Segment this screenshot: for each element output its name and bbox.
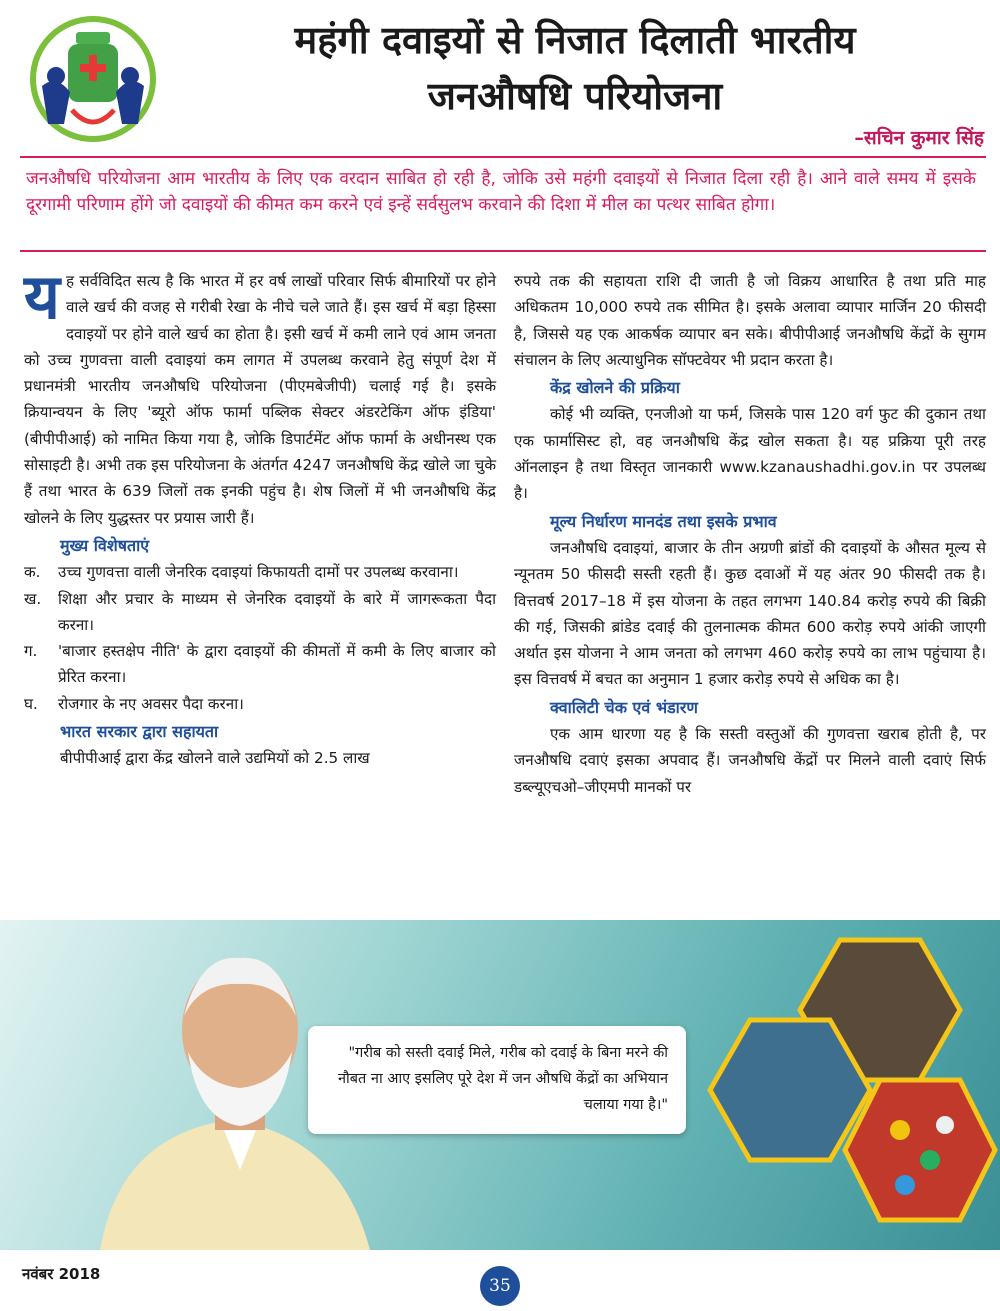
- left-column: [24, 260, 496, 772]
- support-heading: भारत सरकार द्वारा सहायता: [60, 722, 219, 742]
- opening-text: ह सर्वविदित सत्य है कि भारत में हर वर्ष लाखों परिवार सिर्फ बीमारियों पर होने वाले खर्च की वजह से गरीबी रेखा के नीचे चले जाते हैं। इस खर्च में बड़ा हिस्सा दवाइयों पर होने वाले खर्च का होता है। इसी खर्च में कमी लाने एवं आम जनता को उच्च गुणवत्ता वाली दवाइयां कम लागत में उपलब्ध करवाने हेतु संपूर्ण देश में प्रधानमंत्री भारतीय जनऔषधि परियोजना (पीएमबेजीपी) चलाई गई है। इसके क्रियान्वयन के लिए 'ब्यूरो ऑफ फार्मा पब्लिक सेक्टर अंडरटेकिंग ऑफ इंडिया' (बीपीपीआई) को नामित किया गया है, जोकि डिपार्टमेंट ऑफ फार्मा के अधीनस्थ एक सोसाइटी है। अभी तक इस परियोजना के अंतर्गत 4247 जनऔषधि केंद्र खोले जा चुके हैं तथा भारत के 639 जिलों तक इनकी पहुंच है। शेष जिलों में भी जनऔषधि केंद्र खोलने के लिए युद्धस्तर पर प्रयास जारी हैं।: [24, 272, 496, 527]
- pm-quote: "गरीब को सस्ती दवाई मिले, गरीब को दवाई के बिना मरने की नौबत ना आए इसलिए पूरे देश में जन औषधि केंद्रों का अभियान चलाया गया है।": [337, 1045, 668, 1113]
- features-heading: मुख्य विशेषताएं: [60, 535, 150, 555]
- list-item: [24, 559, 496, 585]
- pricing-heading: मूल्य निर्धारण मानदंड तथा इसके प्रभाव: [550, 511, 777, 531]
- page-number: 35: [480, 1266, 520, 1306]
- process-heading: केंद्र खोलने की प्रक्रिया: [550, 378, 680, 398]
- list-text: शिक्षा और प्रचार के माध्यम से जेनरिक दवाइयों के बारे में जागरूकता पैदा करना।: [58, 589, 496, 634]
- right-column: [514, 268, 986, 800]
- list-marker: ग.: [24, 642, 38, 661]
- intro-bottom-rule: [20, 250, 986, 252]
- list-marker: ख.: [24, 589, 42, 608]
- list-item: [24, 638, 496, 691]
- process-paragraph: कोई भी व्यक्ति, एनजीओ या फर्म, जिसके पास 120 वर्ग फुट की दुकान तथा एक फार्मासिस्ट हो, वह जनऔषधि केंद्र खोल सकता है। यह प्रक्रिया पूरी तरह ऑनलाइन है तथा विस्तृत जानकारी www.kzanaushadhi.gov.in पर उपलब्ध है।: [514, 405, 986, 503]
- list-text: उच्च गुणवत्ता वाली जेनरिक दवाइयां किफायती दामों पर उपलब्ध करवाना।: [58, 563, 459, 582]
- quality-heading: क्वालिटी चेक एवं भंडारण: [550, 697, 698, 717]
- article-title: [175, 12, 975, 124]
- quote-banner: [0, 920, 1000, 1250]
- intro-paragraph: जनऔषधि परियोजना आम भारतीय के लिए एक वरदान साबित हो रही है, जोकि उसे महंगी दवाइयों से निजात दिला रही है। आने वाले समय में इसके दूरगामी परिणाम होंगे जो दवाइयों की कीमत कम करने एवं इन्हें सर्वसुलभ करवाने की दिशा में मील का पत्थर साबित होगा।: [26, 169, 976, 215]
- list-item: [24, 586, 496, 639]
- title-line-2: जनऔषधि परियोजना: [427, 74, 723, 118]
- list-text: 'बाजार हस्तक्षेप नीति' के द्वारा दवाइयों की कीमतों में कमी के लिए बाजार को प्रेरित करना।: [58, 642, 496, 687]
- list-item: [24, 691, 496, 717]
- list-marker: घ.: [24, 694, 38, 713]
- pricing-paragraph: जनऔषधि दवाइयां, बाजार के तीन अग्रणी ब्रांडों की दवाइयों के औसत मूल्य से न्यूनतम 50 फीसदी सस्ती रहती हैं। कुछ दवाओं में यह अंतर 90 फीसदी तक है। वित्तवर्ष 2017–18 में इस योजना के तहत लगभग 140.84 करोड़ रुपये की बिक्री की गई, जिसकी ब्रांडेड दवाई की तुलनात्मक कीमत 600 करोड़ रुपये आंकी जाएगी अर्थात इस योजना ने आम जनता को लगभग 460 करोड़ रुपये का लाभ पहुंचाया है। इस वित्तवर्ष में बचत का अनुमान 1 हजार करोड़ रुपये से अधिक का है।: [514, 538, 986, 689]
- jan-aushadhi-logo: [28, 14, 158, 144]
- opening-paragraph: [24, 260, 496, 531]
- drop-cap: य: [24, 260, 60, 333]
- list-marker: क.: [24, 563, 41, 582]
- issue-date: नवंबर 2018: [22, 1265, 101, 1283]
- support-paragraph: बीपीपीआई द्वारा केंद्र खोलने वाले उद्यमियों को 2.5 लाख: [60, 749, 370, 768]
- intro-top-rule: [20, 156, 986, 158]
- list-text: रोजगार के नए अवसर पैदा करना।: [58, 694, 244, 713]
- author-byline: –सचिन कुमार सिंह: [854, 127, 984, 149]
- title-line-1: महंगी दवाइयों से निजात दिलाती भारतीय: [294, 18, 856, 62]
- quote-box: [308, 1026, 686, 1134]
- support-continued-paragraph: रुपये तक की सहायता राशि दी जाती है जो विक्रय आधारित है तथा प्रति माह अधिकतम 10,000 रुपये तक सीमित है। इसके अलावा व्यापार मार्जिन 20 फीसदी है, जिससे यह एक आकर्षक व्यापार बन सके। बीपीपीआई जनऔषधि केंद्रों के सुगम संचालन के लिए अत्याधुनिक सॉफ्टवेयर भी प्रदान करता है।: [514, 272, 986, 369]
- quality-paragraph: एक आम धारणा यह है कि सस्ती वस्तुओं की गुणवत्ता खराब होती है, पर जनऔषधि दवाएं इसका अपवाद हैं। जनऔषधि केंद्रों पर मिलने वाली दवाएं सिर्फ डब्ल्यूएचओ–जीएमपी मानकों पर: [514, 725, 986, 796]
- jan-aushadhi-photos: [700, 930, 1000, 1250]
- features-list: [24, 559, 496, 717]
